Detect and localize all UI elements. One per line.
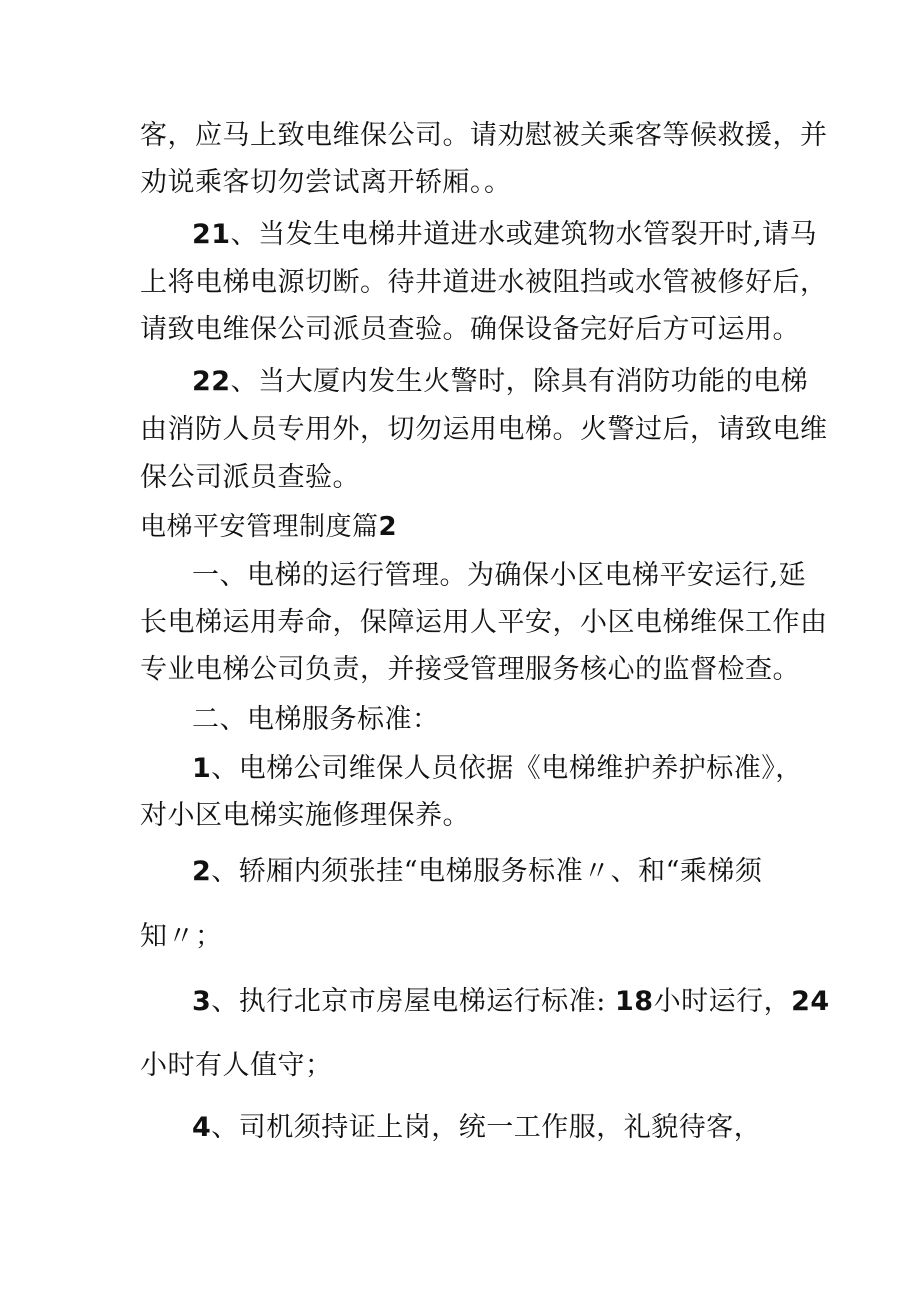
enum-mark: 、: [230, 219, 259, 250]
text-line: 小时运行，: [653, 986, 792, 1017]
enum-mark: 、: [211, 1112, 239, 1143]
text-line: 当发生电梯井道进水或建筑物水管裂开时,请马: [258, 219, 818, 250]
item-number: 2: [192, 856, 212, 887]
text-line: 对小区电梯实施修理保养。: [140, 800, 470, 831]
item-2: [192, 855, 762, 889]
enum-mark: 、: [211, 986, 239, 1017]
item-4: [192, 1111, 761, 1145]
enum-mark: 、: [211, 753, 239, 784]
text-line: 长电梯运用寿命，保障运用人平安，小区电梯维保工作由: [140, 607, 828, 638]
text-line: 请致电维保公司派员查验。确保设备完好后方可运用。: [140, 314, 800, 345]
text-line: 司机须持证上岗，统一工作服，礼貌待客，: [238, 1112, 762, 1143]
text-line: 劝说乘客切勿尝试离开轿厢。。: [140, 167, 512, 198]
section-heading: [140, 510, 397, 544]
text-line: 当大厦内发生火警时，除具有消防功能的电梯: [258, 366, 809, 397]
item-3: [192, 985, 830, 1019]
text-line: 由消防人员专用外，切勿运用电梯。火警过后，请致电维: [140, 414, 828, 445]
text-line: 知〃；: [140, 921, 223, 952]
text-line: 小时有人值守；: [140, 1050, 333, 1081]
item-1: [192, 752, 803, 786]
heading-number: 2: [378, 512, 398, 542]
text-line: 客，应马上致电维保公司。请劝慰被关乘客等候救援，并: [140, 120, 828, 151]
text-line: 轿厢内须张挂“电梯服务标准〃、和“乘梯须: [238, 856, 763, 887]
text-line: 一、电梯的运行管理。为确保小区电梯平安运行,延: [192, 560, 807, 591]
text-line: 二、电梯服务标准：: [192, 704, 440, 735]
item-number: 1: [192, 753, 212, 784]
text-line: 执行北京市房屋电梯运行标准:: [238, 986, 606, 1017]
text-line: 保公司派员查验。: [140, 462, 360, 493]
heading-text: 电梯平安管理制度篇: [140, 512, 379, 542]
enum-mark: 、: [211, 856, 239, 887]
hours-number: 18: [615, 986, 654, 1017]
text-line: 电梯公司维保人员依据《电梯维护养护标准》，: [238, 753, 803, 784]
text-line: 上将电梯电源切断。待井道进水被阻挡或水管被修好后，: [140, 267, 828, 298]
text-line: 专业电梯公司负责，并接受管理服务核心的监督检查。: [140, 654, 800, 685]
enum-mark: 、: [230, 366, 259, 397]
hours-number: 24: [791, 986, 830, 1017]
item-number: 3: [192, 986, 212, 1017]
item-number: 4: [192, 1112, 212, 1143]
paragraph-21: [192, 218, 817, 252]
paragraph-22: [192, 365, 808, 399]
item-number: 21: [192, 219, 231, 250]
item-number: 22: [192, 366, 231, 397]
